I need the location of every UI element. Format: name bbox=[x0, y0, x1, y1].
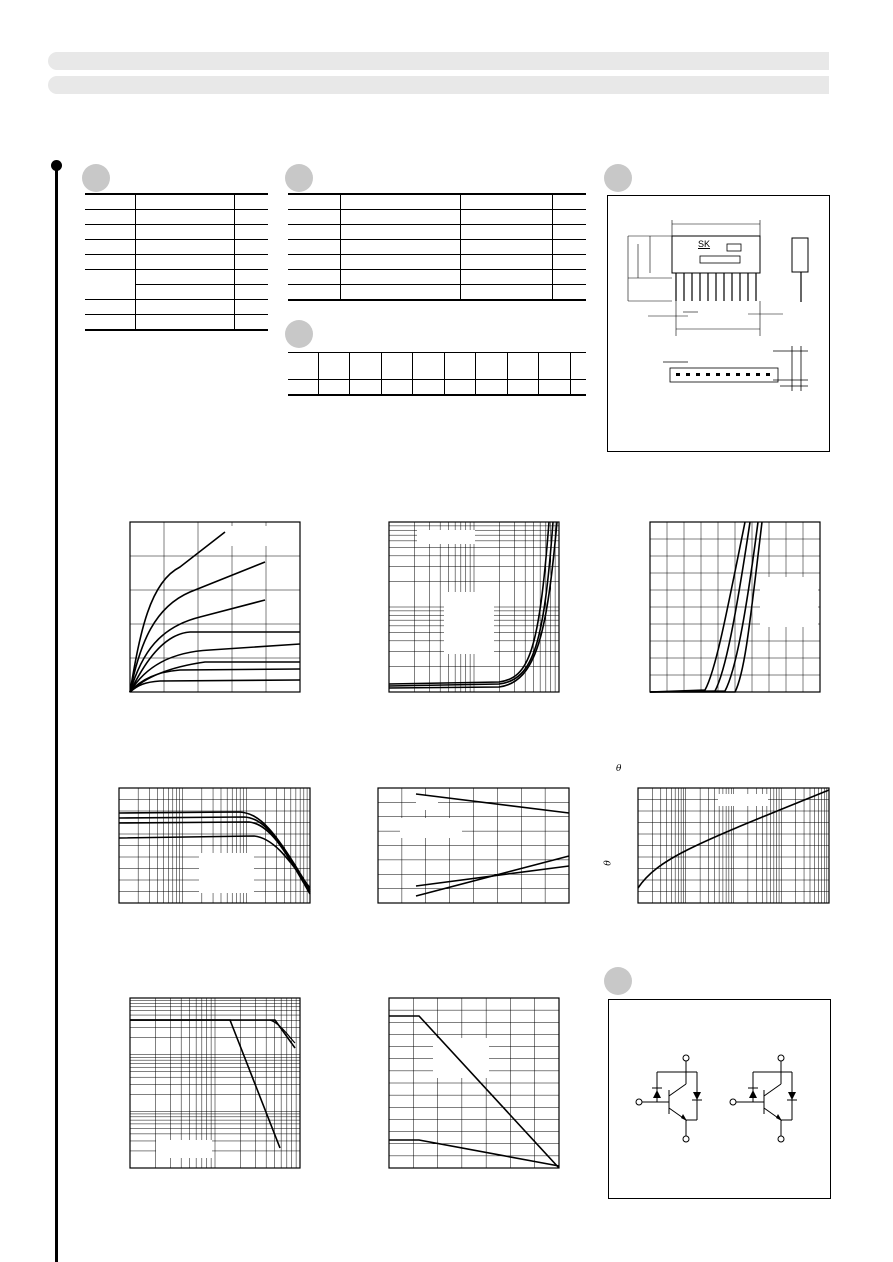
table-row bbox=[288, 255, 586, 270]
graph-ic-vce-log bbox=[389, 522, 559, 692]
ratings-table bbox=[85, 193, 268, 331]
graph-hfe-ic bbox=[119, 788, 310, 903]
equivalent-circuit-diagram bbox=[609, 1000, 830, 1198]
section-disc-ratings bbox=[82, 164, 110, 192]
label-area bbox=[230, 526, 270, 546]
table-row bbox=[288, 285, 586, 300]
section-disc-hfe-rank bbox=[285, 320, 313, 348]
hfe-rank-table bbox=[288, 352, 586, 396]
electrical-table bbox=[288, 193, 586, 301]
label-area bbox=[416, 796, 438, 810]
header-band-bottom bbox=[48, 76, 829, 94]
graph-ic-vbe bbox=[650, 522, 820, 692]
table-row bbox=[85, 195, 268, 210]
curve bbox=[416, 866, 569, 886]
table-row bbox=[288, 353, 586, 380]
label-area bbox=[433, 1038, 489, 1078]
table-row bbox=[85, 240, 268, 255]
curve bbox=[130, 680, 300, 692]
graph-temperature bbox=[378, 788, 569, 903]
theta-caption-top: θ bbox=[616, 764, 622, 774]
table-row bbox=[288, 210, 586, 225]
section-disc-package bbox=[604, 164, 632, 192]
section-disc-equivalent-circuit bbox=[604, 967, 632, 995]
table-row bbox=[288, 195, 586, 210]
label-area bbox=[718, 794, 768, 806]
package-logo: SK bbox=[698, 239, 711, 249]
graph-ic-vce bbox=[130, 522, 300, 692]
package-outline-box bbox=[607, 195, 830, 452]
section-disc-electrical bbox=[285, 164, 313, 192]
graph-safe-operating-area bbox=[130, 998, 300, 1168]
table-row bbox=[85, 270, 268, 285]
table-row bbox=[288, 380, 586, 395]
theta-caption-side: θ bbox=[603, 860, 614, 866]
table-row bbox=[85, 300, 268, 315]
left-margin-rule bbox=[55, 166, 58, 1262]
left-margin-bullet bbox=[51, 160, 62, 171]
table-row bbox=[288, 240, 586, 255]
table-row bbox=[85, 210, 268, 225]
table-row bbox=[288, 270, 586, 285]
graph-power-derating bbox=[389, 998, 559, 1168]
equivalent-circuit-box bbox=[608, 999, 831, 1199]
label-area bbox=[199, 853, 254, 893]
label-area bbox=[444, 592, 494, 654]
curve bbox=[130, 1020, 295, 1048]
table-row bbox=[85, 315, 268, 330]
label-area bbox=[400, 818, 462, 838]
table-row bbox=[85, 225, 268, 240]
package-drawing bbox=[608, 196, 829, 451]
curve bbox=[130, 562, 265, 692]
label-area bbox=[760, 577, 818, 627]
table-row bbox=[288, 225, 586, 240]
curve bbox=[130, 1020, 280, 1148]
graph-thermal-resistance bbox=[638, 788, 829, 903]
header-band-top bbox=[48, 52, 829, 70]
label-area bbox=[156, 1140, 212, 1158]
curve bbox=[416, 794, 569, 813]
label-area bbox=[417, 530, 475, 544]
table-row bbox=[85, 255, 268, 270]
